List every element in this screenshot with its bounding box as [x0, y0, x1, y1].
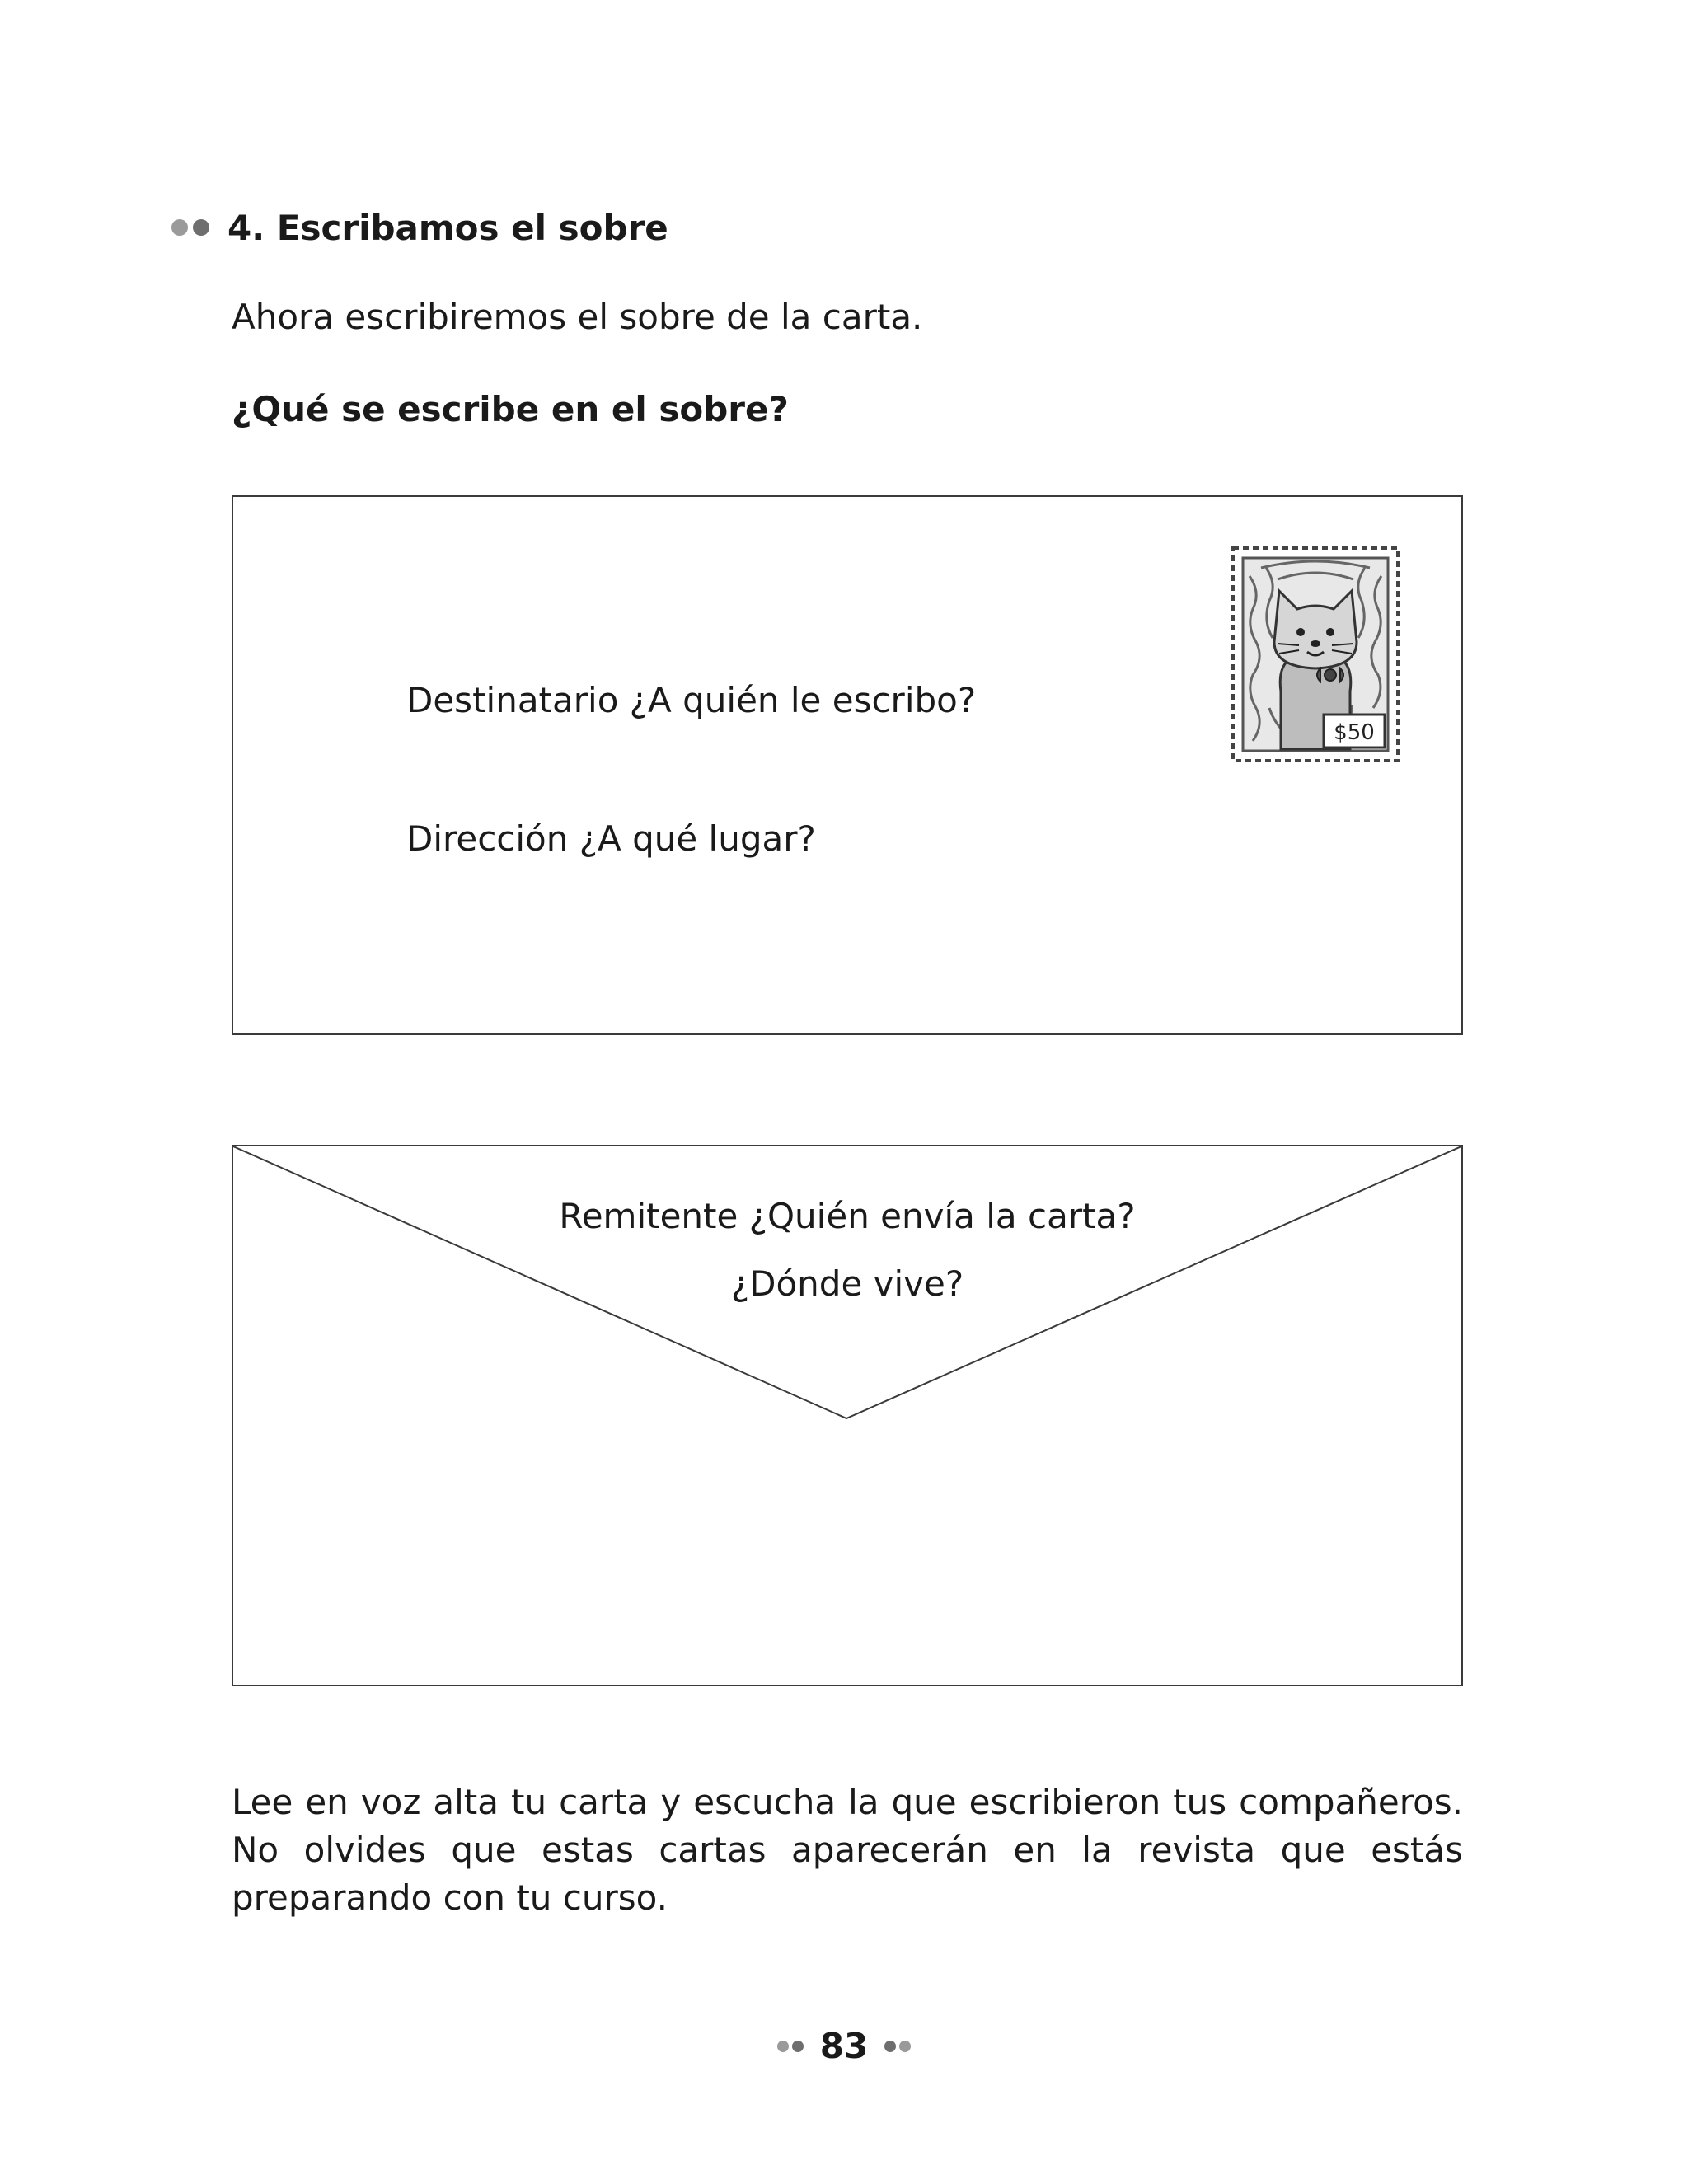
cat-stamp-icon [1228, 543, 1403, 766]
footer-dots-left-icon [777, 2041, 804, 2052]
intro-text: Ahora escribiremos el sobre de la carta. [232, 297, 923, 337]
section-title: 4. Escribamos el sobre [227, 207, 668, 248]
page-footer [0, 2026, 1688, 2066]
stamp-value: $50 [1334, 720, 1375, 745]
page-number: 83 [819, 2026, 869, 2066]
footer-dots-right-icon [884, 2041, 911, 2052]
envelope-front [232, 495, 1463, 1035]
address-label: Dirección ¿A qué lugar? [406, 818, 816, 859]
closing-paragraph: Lee en voz alta tu carta y escucha la que escribieron tus compañeros. No olvides que estas cartas aparecerán en la revista que estás preparando con tu curso. [232, 1782, 1463, 1918]
sender-label: Remitente ¿Quién envía la carta? [559, 1196, 1136, 1236]
question-heading: ¿Qué se escribe en el sobre? [232, 389, 789, 429]
bullet-dot-light [171, 219, 188, 236]
recipient-label: Destinatario ¿A quién le escribo? [406, 680, 977, 720]
bullet-dot-dark [193, 219, 209, 236]
section-header [171, 204, 668, 251]
section-bullet-icon [171, 219, 209, 236]
sender-address-label: ¿Dónde vive? [730, 1263, 964, 1304]
envelope-back [232, 1145, 1463, 1686]
